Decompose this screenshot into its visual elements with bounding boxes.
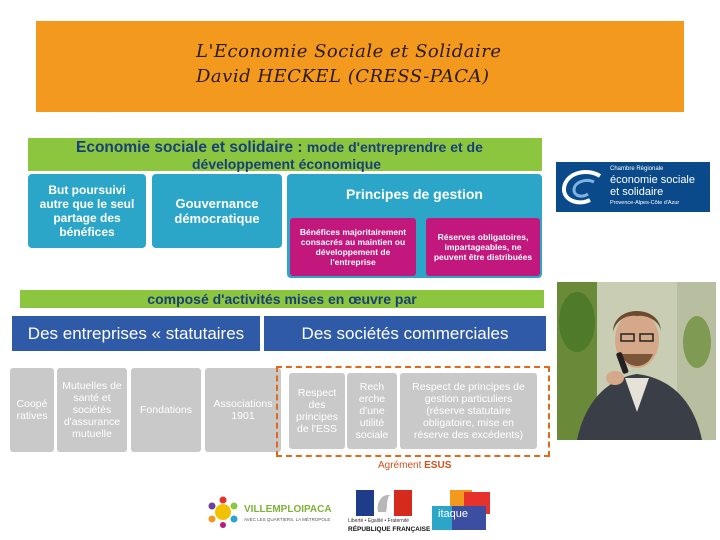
marianne-icon (356, 490, 412, 516)
esus-label (378, 460, 451, 471)
coop-box: Coopé ratives (10, 368, 54, 452)
principles-label: Principes de gestion (346, 186, 483, 202)
villemploi-logo (206, 492, 336, 532)
top-bar-rest: mode d'entreprendre et de (306, 139, 483, 155)
villemploi-name: VILLEMPLOIPACA (244, 504, 332, 515)
foundations-box: Fondations (131, 368, 201, 452)
activities-bar: composé d'activités mises en œuvre par (20, 290, 544, 308)
title-banner (36, 21, 684, 112)
villemploi-sub: AVEC LES QUARTIERS, LA MÉTROPOLE (244, 517, 331, 522)
itaque-name: itaque (438, 508, 468, 520)
top-bar-bold: Economie sociale et solidaire : (76, 139, 307, 156)
cress-line2: économie sociale (610, 174, 695, 186)
reserves-box: Réserves obligatoires, impartageables, ne peuvent être distribuées (426, 218, 540, 276)
top-green-bar (28, 138, 542, 171)
cress-line1: Chambre Régionale (610, 166, 664, 172)
respect-box: Respect des principes de l'ESS (289, 373, 345, 449)
research-box: Rech erche d'une utilité sociale (347, 373, 397, 449)
particular-box: Respect de principes de gestion particuliers (réserve statutaire obligatoire, mise en réserve des excédents) (400, 373, 537, 449)
speaker-photo (557, 282, 716, 440)
statutory-bar: Des entreprises « statutaires (12, 316, 260, 351)
commercial-bar: Des sociétés commerciales (264, 316, 546, 351)
villemploi-people-icon (206, 496, 240, 528)
republique-motto: Liberté • Égalité • Fraternité (348, 518, 410, 524)
republique-name: RÉPUBLIQUE FRANÇAISE (348, 526, 431, 533)
cress-line4: Provence-Alpes-Côte d'Azur (610, 200, 680, 206)
associations-box: Associations 1901 (205, 368, 281, 452)
banner-title: L'Economie Sociale et Solidaire (196, 41, 502, 62)
goal-box: But poursuivi autre que le seul partage des bénéfices (28, 174, 146, 248)
governance-box: Gouvernance démocratique (152, 174, 282, 248)
cress-swirl-icon (560, 168, 604, 206)
profits-box: Bénéfices majoritairement consacrés au maintien ou développement de l'entreprise (290, 218, 416, 276)
cress-logo (556, 162, 710, 212)
banner-subtitle: David HECKEL (CRESS-PACA) (196, 66, 490, 87)
top-bar-line2: développement économique (192, 156, 382, 172)
esus-bold: ESUS (424, 460, 452, 471)
esus-prefix: Agrément (378, 460, 425, 471)
cress-line3: et solidaire (610, 186, 664, 198)
republique-logo (346, 490, 431, 536)
itaque-logo (432, 490, 492, 534)
mutual-box: Mutuelles de santé et sociétés d'assurance mutuelle (57, 368, 127, 452)
